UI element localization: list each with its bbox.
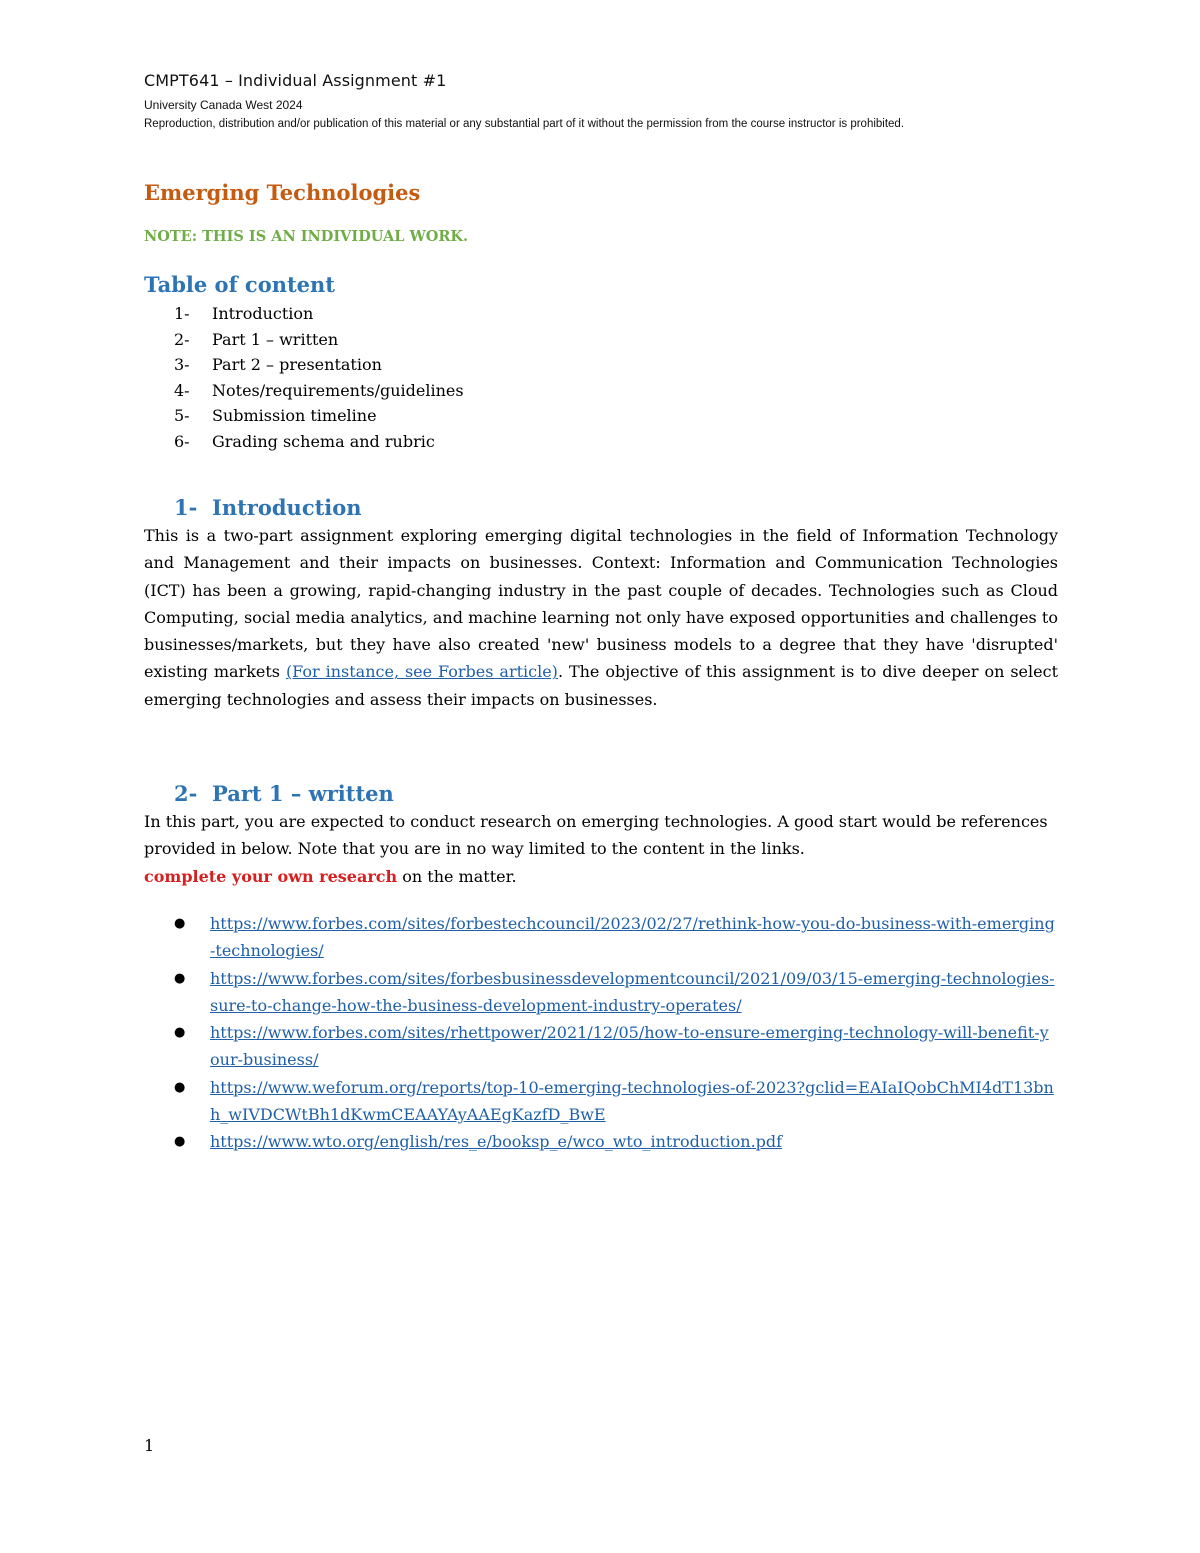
reference-list-item: [144, 910, 1058, 965]
toc-item-label: Grading schema and rubric: [212, 431, 435, 451]
reference-link[interactable]: https://www.forbes.com/sites/rhettpower/2021/12/05/how-to-ensure-emerging-technology-will-benefit-your-business/: [210, 1023, 1049, 1070]
reference-link[interactable]: https://www.forbes.com/sites/forbesbusinessdevelopmentcouncil/2021/09/03/15-emerging-technologies-sure-to-change-how-the-business-development-industry-operates/: [210, 968, 1055, 1015]
reference-list-item: [144, 1128, 1058, 1155]
page-number: 1: [144, 1436, 155, 1455]
reference-list-item: [144, 1074, 1058, 1129]
bullet-icon: ●: [174, 1079, 186, 1095]
toc-item: [144, 403, 1058, 429]
reference-link[interactable]: https://www.forbes.com/sites/forbestechcouncil/2023/02/27/rethink-how-you-do-business-with-emerging-technologies/: [210, 913, 1055, 961]
reference-list-item: [144, 965, 1058, 1020]
intro-text: This is a two-part assignment exploring emerging digital technologies in the field of Information Technology and Management and their impacts on businesses. Context: Information and Communication Technologies (ICT) has been a growing, rapid-changing industry in the past couple of decades. Technologies such as Cloud Computing, social media analytics, and machine learning not only have exposed opportunities and challenges to businesses/markets, but they have also created 'new' business models to a degree that they have 'disrupted' existing markets: [144, 526, 1058, 682]
toc-item-label: Part 2 – presentation: [212, 355, 382, 374]
toc-item-number: 4-: [174, 380, 190, 400]
part1-text: In this part, you are expected to conduct research on emerging technologies. A good start would be references provided in below. Note that you are in no way limited to the content in the links.: [144, 812, 1048, 859]
toc-item-label: Introduction: [212, 304, 314, 323]
intro-text-end: . The objective of this assignment is to dive deeper on select emerging technologies and assess their impacts on businesses.: [144, 662, 1059, 709]
bullet-icon: ●: [174, 1134, 186, 1150]
toc-item-number: 2-: [174, 329, 190, 349]
toc-item-label: Notes/requirements/guidelines: [212, 380, 464, 400]
part1-text-end: on the matter.: [397, 866, 517, 886]
toc-item: [144, 301, 1058, 327]
part1-paragraph: [144, 808, 1058, 890]
toc-item: [144, 378, 1058, 404]
toc-item: [144, 352, 1058, 378]
header-course-title: CMPT641 – Individual Assignment #1: [144, 71, 447, 90]
reference-list-item: [144, 1019, 1058, 1074]
toc-item: [144, 429, 1058, 455]
section-title: Introduction: [212, 495, 362, 520]
toc-list: [144, 301, 1058, 454]
toc-item-label: Part 1 – written: [212, 329, 339, 349]
bullet-icon: ●: [174, 970, 186, 986]
toc-item: [144, 327, 1058, 353]
intro-heading: [144, 494, 1058, 522]
reference-link[interactable]: https://www.weforum.org/reports/top-10-emerging-technologies-of-2023?gclid=EAIaIQobChMI4dT13bnh_wIVDCWtBh1dKwmCEAAYAyAAEgKazfD_BwE: [210, 1077, 1054, 1125]
section-number: 2-: [174, 781, 198, 807]
toc-item-label: Submission timeline: [212, 406, 377, 425]
toc-item-number: 3-: [174, 355, 190, 374]
bullet-icon: ●: [174, 1025, 186, 1041]
toc-item-number: 1-: [174, 304, 190, 323]
header-university: University Canada West 2024: [144, 98, 303, 112]
header-copyright-notice: Reproduction, distribution and/or publication of this material or any substantial part of it without the permission from the course instructor is prohibited.: [144, 118, 905, 130]
bullet-icon: ●: [174, 915, 186, 931]
toc-item-number: 6-: [174, 431, 190, 451]
toc-item-number: 5-: [174, 406, 190, 425]
intro-paragraph: [144, 522, 1058, 713]
reference-link[interactable]: https://www.wto.org/english/res_e/booksp_e/wco_wto_introduction.pdf: [210, 1132, 783, 1152]
forbes-article-link[interactable]: (For instance, see Forbes article): [285, 662, 558, 682]
part1-heading: [144, 780, 1058, 808]
document-title: Emerging Technologies: [144, 180, 421, 205]
section-title: Part 1 – written: [212, 781, 394, 807]
individual-work-note: NOTE: THIS IS AN INDIVIDUAL WORK.: [144, 228, 469, 245]
section-number: 1-: [174, 495, 198, 520]
document-page: [144, 70, 1058, 1156]
research-emphasis: complete your own research: [144, 866, 398, 886]
toc-heading: Table of content: [144, 272, 335, 297]
reference-links-list: [144, 910, 1058, 1156]
